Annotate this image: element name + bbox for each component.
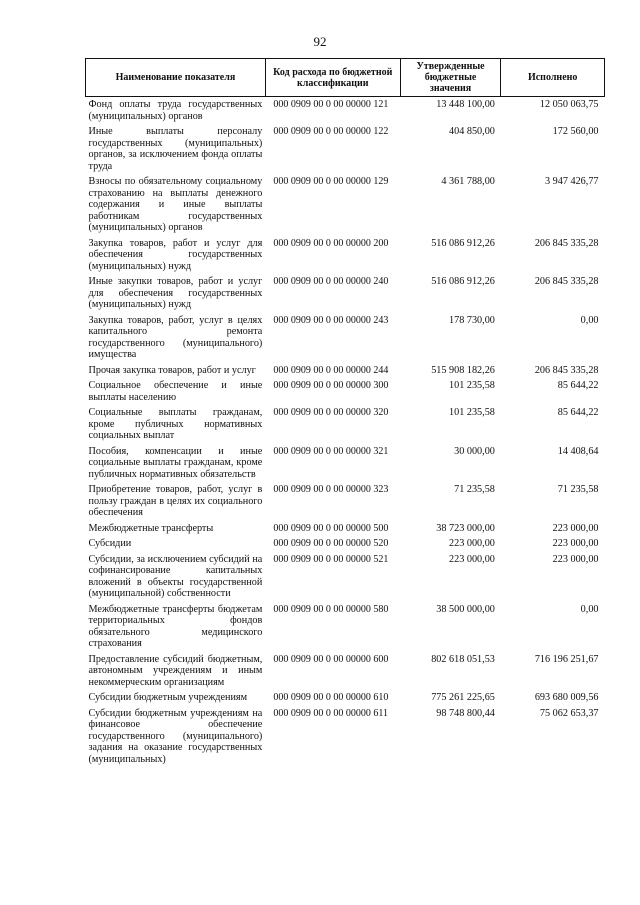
table-row xyxy=(86,97,605,125)
cell-approved: 404 850,00 xyxy=(449,126,495,137)
cell-name: Межбюджетные трансферты xyxy=(88,522,214,534)
cell-approved: 775 261 225,65 xyxy=(431,692,495,703)
cell-approved: 38 500 000,00 xyxy=(436,603,495,615)
cell-code: 000 0909 00 0 00 00000 122 xyxy=(273,126,389,137)
cell-approved: 71 235,58 xyxy=(454,484,495,495)
cell-executed: 85 644,22 xyxy=(557,407,599,418)
cell-name: Пособия, компенсации и иные социальные выплаты гражданам, кроме публичных нормативных обязательств xyxy=(88,445,263,480)
cell-name: Межбюджетные трансферты бюджетам территориальных фондов обязательного медицинского страхования xyxy=(88,603,263,649)
cell-approved: 101 235,58 xyxy=(449,407,495,418)
cell-approved: 98 748 800,44 xyxy=(436,707,495,719)
cell-executed: 206 845 335,28 xyxy=(534,364,599,376)
table-header xyxy=(86,59,605,97)
table-row xyxy=(86,313,605,363)
table-row xyxy=(86,521,605,537)
cell-executed: 693 680 009,56 xyxy=(534,692,599,703)
cell-code: 000 0909 00 0 00 00000 321 xyxy=(273,445,389,457)
table-row xyxy=(86,690,605,706)
cell-name: Предоставление субсидий бюджетным, автономным учреждениям и иным некоммерческим организациям xyxy=(88,653,263,688)
cell-name: Субсидии бюджетным учреждениям xyxy=(88,692,248,703)
cell-executed: 3 947 426,77 xyxy=(545,176,599,187)
cell-approved: 13 448 100,00 xyxy=(436,99,495,110)
cell-code: 000 0909 00 0 00 00000 611 xyxy=(273,707,388,719)
cell-code: 000 0909 00 0 00 00000 610 xyxy=(273,692,389,703)
cell-approved: 223 000,00 xyxy=(449,538,495,549)
cell-approved: 223 000,00 xyxy=(449,553,495,565)
cell-executed: 223 000,00 xyxy=(552,522,599,534)
cell-approved: 802 618 051,53 xyxy=(431,653,495,665)
cell-executed: 223 000,00 xyxy=(552,538,599,549)
cell-code: 000 0909 00 0 00 00000 580 xyxy=(273,603,389,615)
cell-code: 000 0909 00 0 00 00000 244 xyxy=(273,364,389,376)
table-row xyxy=(86,482,605,521)
header-name: Наименование показателя xyxy=(86,59,266,97)
cell-code: 000 0909 00 0 00 00000 500 xyxy=(273,522,389,534)
cell-name: Субсидии бюджетным учреждениям на финансовое обеспечение государственного (муниципального) задания на оказание государственных (муниципальных) xyxy=(88,707,263,765)
cell-executed: 206 845 335,28 xyxy=(534,237,599,249)
cell-approved: 101 235,58 xyxy=(449,380,495,391)
cell-code: 000 0909 00 0 00 00000 240 xyxy=(273,276,389,287)
cell-name: Иные выплаты персоналу государственных (муниципальных) органов, за исключением фонда оплаты труда xyxy=(88,126,263,172)
cell-name: Взносы по обязательному социальному страхованию на выплаты денежного содержания и иные выплаты работникам государственных (муниципальных) органов xyxy=(88,176,263,233)
cell-approved: 30 000,00 xyxy=(454,445,495,457)
header-approved: Утвержденные бюджетные значения xyxy=(400,59,501,97)
cell-code: 000 0909 00 0 00 00000 300 xyxy=(273,380,389,391)
budget-table xyxy=(85,58,605,767)
header-code: Код расхода по бюджетной классификации xyxy=(265,59,400,97)
cell-executed: 12 050 063,75 xyxy=(539,99,599,110)
cell-code: 000 0909 00 0 00 00000 243 xyxy=(273,314,389,326)
header-executed: Исполнено xyxy=(501,59,605,97)
cell-name: Закупка товаров, работ и услуг для обеспечения государственных (муниципальных) нужд xyxy=(88,237,263,272)
cell-code: 000 0909 00 0 00 00000 320 xyxy=(273,407,389,418)
cell-code: 000 0909 00 0 00 00000 520 xyxy=(273,538,389,549)
table-row xyxy=(86,536,605,552)
cell-approved: 4 361 788,00 xyxy=(441,176,495,187)
table-row xyxy=(86,274,605,313)
cell-executed: 14 408,64 xyxy=(557,445,599,457)
cell-approved: 515 908 182,26 xyxy=(431,364,495,376)
cell-name: Фонд оплаты труда государственных (муниципальных) органов xyxy=(88,99,263,122)
table-row xyxy=(86,363,605,379)
cell-approved: 178 730,00 xyxy=(449,314,495,326)
cell-code: 000 0909 00 0 00 00000 121 xyxy=(273,99,389,110)
cell-executed: 71 235,58 xyxy=(557,484,599,495)
table-row xyxy=(86,236,605,275)
table-row xyxy=(86,706,605,768)
cell-executed: 0,00 xyxy=(580,314,599,326)
cell-approved: 516 086 912,26 xyxy=(431,276,495,287)
table-row xyxy=(86,444,605,483)
cell-name: Приобретение товаров, работ, услуг в пользу граждан в целях их социального обеспечения xyxy=(88,484,263,518)
cell-name: Иные закупки товаров, работ и услуг для обеспечения государственных (муниципальных) нужд xyxy=(88,276,263,310)
cell-code: 000 0909 00 0 00 00000 600 xyxy=(273,653,389,665)
table-row xyxy=(86,552,605,602)
cell-code: 000 0909 00 0 00 00000 129 xyxy=(273,176,389,187)
page-number: 92 xyxy=(313,34,327,49)
cell-executed: 223 000,00 xyxy=(552,553,599,565)
cell-name: Субсидии, за исключением субсидий на софинансирование капитальных вложений в объекты государственной (муниципальной) собственности xyxy=(88,553,263,599)
cell-executed: 0,00 xyxy=(580,603,599,615)
table-row xyxy=(86,378,605,405)
table-body xyxy=(86,97,605,768)
cell-executed: 172 560,00 xyxy=(552,126,599,137)
table-row xyxy=(86,174,605,236)
cell-code: 000 0909 00 0 00 00000 200 xyxy=(273,237,389,249)
cell-name: Социальные выплаты гражданам, кроме публичных нормативных социальных выплат xyxy=(88,407,263,441)
cell-code: 000 0909 00 0 00 00000 521 xyxy=(273,553,389,565)
cell-executed: 75 062 653,37 xyxy=(539,707,599,719)
table-row xyxy=(86,602,605,652)
cell-name: Прочая закупка товаров, работ и услуг xyxy=(88,364,256,376)
cell-code: 000 0909 00 0 00 00000 323 xyxy=(273,484,389,495)
cell-approved: 516 086 912,26 xyxy=(431,237,495,249)
cell-executed: 85 644,22 xyxy=(557,380,599,391)
cell-approved: 38 723 000,00 xyxy=(436,522,495,534)
table-row xyxy=(86,124,605,174)
cell-executed: 206 845 335,28 xyxy=(534,276,599,287)
cell-name: Закупка товаров, работ, услуг в целях капитального ремонта государственного (муниципального) имущества xyxy=(88,314,263,360)
cell-name: Социальное обеспечение и иные выплаты населению xyxy=(88,380,263,403)
table-row xyxy=(86,405,605,444)
table-row xyxy=(86,652,605,691)
cell-name: Субсидии xyxy=(88,538,132,549)
cell-executed: 716 196 251,67 xyxy=(534,653,599,665)
